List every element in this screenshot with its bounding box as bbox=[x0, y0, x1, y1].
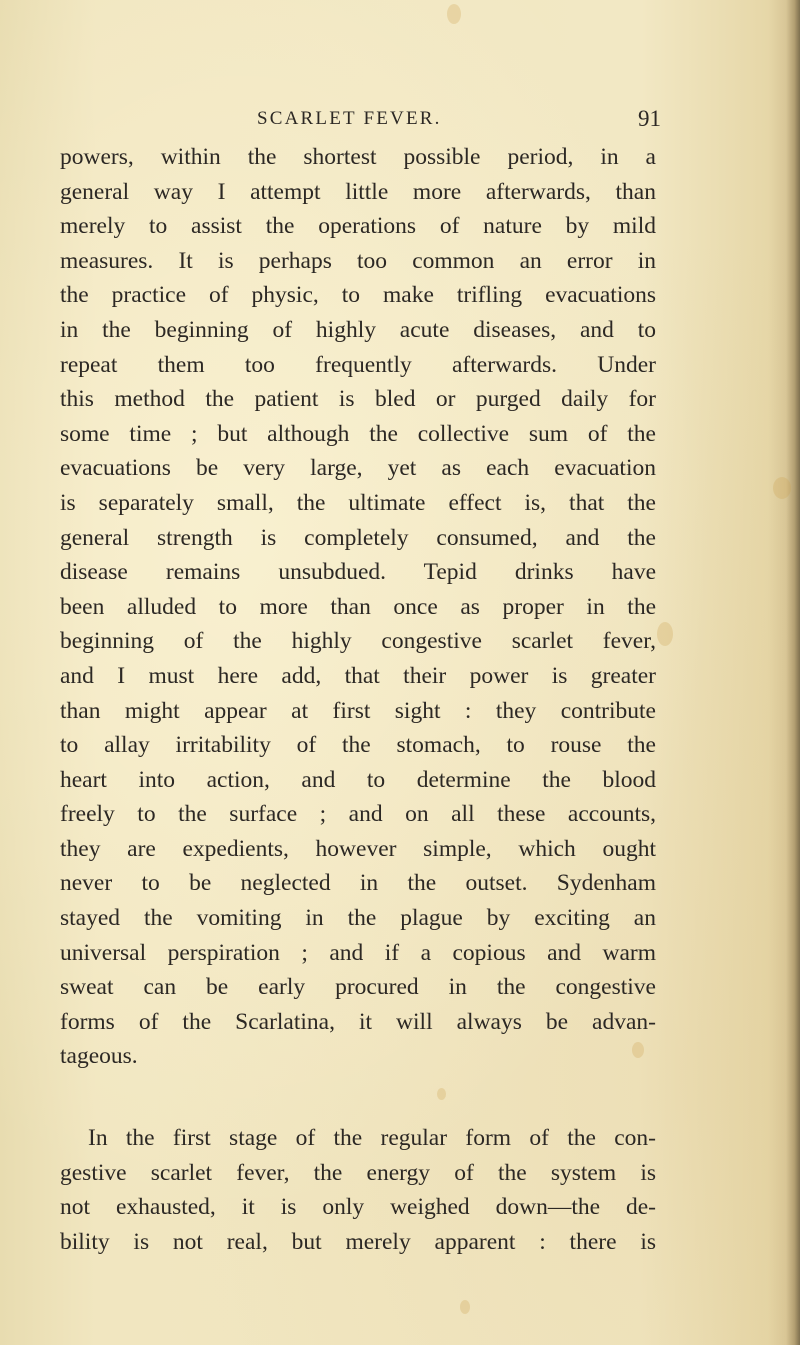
text-line: heart into action, and to determine the blood bbox=[60, 766, 656, 793]
text-line: this method the patient is bled or purged daily for bbox=[60, 386, 656, 413]
text-line: forms of the Scarlatina, it will always be advan- bbox=[60, 1008, 656, 1035]
text-line: In the first stage of the regular form of the con- bbox=[88, 1125, 656, 1152]
text-line: universal perspiration ; and if a copious and warm bbox=[60, 939, 656, 966]
foxing-stain bbox=[657, 622, 673, 646]
text-line: tageous. bbox=[60, 1043, 138, 1070]
text-line: sweat can be early procured in the congestive bbox=[60, 974, 656, 1001]
paragraph-gap bbox=[60, 1074, 656, 1121]
text-line: merely to assist the operations of nature by mild bbox=[60, 213, 656, 240]
text-line: stayed the vomiting in the plague by exciting an bbox=[60, 905, 656, 932]
text-line: bility is not real, but merely apparent : there is bbox=[60, 1228, 656, 1255]
text-line: in the beginning of highly acute diseases, and to bbox=[60, 316, 656, 343]
body-text bbox=[60, 140, 656, 1259]
text-line: not exhausted, it is only weighed down—the de- bbox=[60, 1194, 656, 1221]
foxing-stain bbox=[773, 477, 791, 499]
text-line: general strength is completely consumed, and the bbox=[60, 524, 656, 551]
text-line: is separately small, the ultimate effect is, that the bbox=[60, 489, 656, 516]
text-line: some time ; but although the collective sum of the bbox=[60, 420, 656, 447]
foxing-stain bbox=[447, 4, 461, 24]
text-line: powers, within the shortest possible period, in a bbox=[60, 144, 656, 170]
text-line: disease remains unsubdued. Tepid drinks have bbox=[60, 559, 656, 586]
text-line: never to be neglected in the outset. Sydenham bbox=[60, 870, 656, 897]
paragraph bbox=[60, 140, 656, 1074]
text-line: repeat them too frequently afterwards. Under bbox=[60, 351, 656, 378]
running-head: SCARLET FEVER. bbox=[257, 108, 442, 129]
text-line: evacuations be very large, yet as each evacuation bbox=[60, 455, 656, 482]
text-line: to allay irritability of the stomach, to rouse the bbox=[60, 732, 656, 759]
text-line: and I must here add, that their power is greater bbox=[60, 662, 656, 689]
text-line: general way I attempt little more afterwards, than bbox=[60, 178, 656, 205]
paragraph bbox=[60, 1121, 656, 1259]
text-line: measures. It is perhaps too common an error in bbox=[60, 247, 656, 274]
text-line: beginning of the highly congestive scarlet fever, bbox=[60, 628, 656, 655]
page-number: 91 bbox=[638, 106, 661, 131]
text-line: freely to the surface ; and on all these accounts, bbox=[60, 801, 656, 828]
page-header bbox=[257, 104, 661, 134]
text-line: the practice of physic, to make trifling evacuations bbox=[60, 282, 656, 309]
page-edge-shadow bbox=[786, 0, 800, 1345]
foxing-stain bbox=[460, 1300, 470, 1314]
text-line: gestive scarlet fever, the energy of the system is bbox=[60, 1159, 656, 1186]
text-line: than might appear at first sight : they contribute bbox=[60, 697, 656, 724]
text-line: they are expedients, however simple, which ought bbox=[60, 835, 656, 862]
text-line: been alluded to more than once as proper in the bbox=[60, 593, 656, 620]
